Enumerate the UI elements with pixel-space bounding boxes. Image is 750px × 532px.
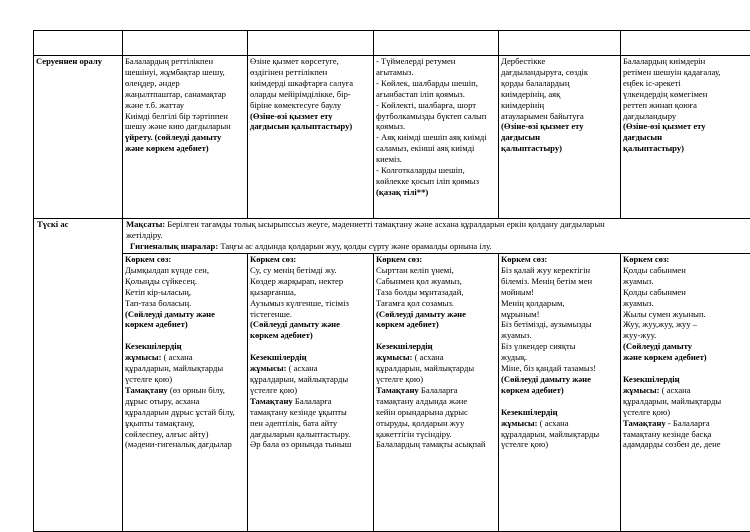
cell-line: жұмысы: ( асхана (250, 363, 371, 374)
cell-line: мойным! (501, 287, 618, 298)
cell-line: - Аяқ киімді шешіп аяқ киімді (376, 132, 496, 143)
cell-line (501, 396, 618, 407)
cell-line: жұмысы: ( асхана (125, 352, 245, 363)
cell-line: футболкамызды бүктеп салып (376, 111, 496, 122)
cell-line: дағдысын (623, 132, 748, 143)
cell-line: Балалардың киімдерін (623, 56, 748, 67)
cell-line: (мәдени-гигеналық дағдылар (125, 439, 245, 450)
cell-line: жуамыз. (623, 298, 748, 309)
cell-line (125, 330, 245, 341)
cell-line: (Сөйлеуді дамыту және (250, 319, 371, 330)
cell-line: Сабынмен қол жуамыз, (376, 276, 496, 287)
cell-line: Жылы сумен жуынып. (623, 309, 748, 320)
cell-line: Аузымыз күлгенше, тісіміз (250, 298, 371, 309)
cell-line: өздігінен реттілікпен (250, 67, 371, 78)
cell-line-bold: Тамақтану (623, 418, 666, 428)
walk-return-cell-4 (499, 56, 621, 219)
cell-line: құралдарын, майлықтарды (125, 363, 245, 374)
cell-line: кейін орындарына дұрыс (376, 407, 496, 418)
lunch-cell-3 (374, 254, 499, 532)
cell-line: Дербестікке (501, 56, 618, 67)
cell-line: (Сөйлеуді дамыту және (376, 309, 496, 320)
cell-line: адамдарды сөзбен де, дене (623, 439, 748, 450)
cell-line: Балалардың реттілікпен (125, 56, 245, 67)
cell-line: құралдарын дұрыс ұстай білу, (125, 407, 245, 418)
cell-line: атауларымен байытуға (501, 111, 618, 122)
cell-line: қоямыз. (376, 121, 496, 132)
cell-line-bold: жұмысы: (623, 385, 659, 395)
cell-line: қалыптастыру) (501, 143, 618, 154)
cell-line: көркем әдебиет) (501, 385, 618, 396)
cell-line: пен әдептілік, бата айту (250, 418, 371, 429)
cell-line: және т.б. жаттау (125, 100, 245, 111)
cell-line: үстелге қою) (501, 439, 618, 450)
cell-line: Таза болды мұнтазадай, (376, 287, 496, 298)
lunch-cell-2 (248, 254, 374, 532)
walk-return-cell-3 (374, 56, 499, 219)
cell-line (376, 330, 496, 341)
cell-line: Кезекшілердің (623, 374, 748, 385)
cell-line: Тағамға қол созамыз. (376, 298, 496, 309)
cell-line: жұмысы: ( асхана (501, 418, 618, 429)
cell-line-bold: жұмысы: (125, 352, 161, 362)
cell-line: құралдарын, майлықтарды (250, 374, 371, 385)
cell-line: Кезекшілердің (250, 352, 371, 363)
cell-line-bold: жұмысы: (376, 352, 412, 362)
cell-line: - Көйлекті, шалбарға, шорт (376, 100, 496, 111)
cell-line: киімдерді шкафтарға салуға (250, 78, 371, 89)
cell-line-bold: Тамақтану (125, 385, 168, 395)
lunch-goal-cell (123, 219, 750, 254)
cell-line: Киімді белгілі бір тәртіппен (125, 111, 245, 122)
cell-line: Сырттан келіп үнемі, (376, 265, 496, 276)
cell-line: Көркем сөз: (125, 254, 245, 265)
cell-line: біріне көмектесуге баулу (250, 100, 371, 111)
lunch-goal-line (126, 219, 748, 230)
cell-line: (Өзіне-өзі қызмет ету (623, 121, 748, 132)
cell-line: Біз бетімізді, аузымызды (501, 319, 618, 330)
cell-line: білеміз. Менің бетім мен (501, 276, 618, 287)
cell-line: жуу-жуу. (623, 330, 748, 341)
cell-line: үйрету. (сөйлеуді дамыту (125, 132, 245, 143)
cell-line (623, 363, 748, 374)
cell-line: тамақтану алдында және (376, 396, 496, 407)
cell-line: өлеңдер, әндер (125, 78, 245, 89)
schedule-table (33, 30, 750, 532)
cell-line: үстелге қою) (376, 374, 496, 385)
cell-line: ретімен шешуін қадағалау, (623, 67, 748, 78)
cell-line: Кетіп кір-ыласың, (125, 287, 245, 298)
cell-line: жуамыз. (623, 276, 748, 287)
lunch-cell-5 (621, 254, 750, 532)
blank-cell (621, 31, 750, 56)
cell-line: сөйлеспеу, алғыс айту) (125, 429, 245, 440)
cell-line: киеміз. (376, 154, 496, 165)
cell-line: (Сөйлеуді дамыту және (125, 309, 245, 320)
cell-line: Кезекшілердің (501, 407, 618, 418)
cell-line: құралдарын, майлықтарды (501, 429, 618, 440)
cell-line: көркем әдебиет) (376, 319, 496, 330)
walk-return-cell-2 (248, 56, 374, 219)
cell-line: жұмысы: ( асхана (623, 385, 748, 396)
cell-line: ағынбастап іліп қоямыз. (376, 89, 496, 100)
walk-return-cell-1 (123, 56, 248, 219)
cell-line: - Колготкаларды шешіп, (376, 165, 496, 176)
blank-cell (374, 31, 499, 56)
row-label-lunch: Түскі ас (34, 219, 123, 532)
cell-line: және көркем әдебиет) (623, 352, 748, 363)
cell-line: еңбек іс-әрекеті (623, 78, 748, 89)
cell-line: қажеттігін түсіндіру. (376, 429, 496, 440)
cell-line: қорды балалардың (501, 78, 618, 89)
lunch-content-row (34, 254, 750, 532)
cell-line: дағдыландыру (623, 111, 748, 122)
cell-line: Өзіне қызмет көрсетуге, (250, 56, 371, 67)
cell-line: тамақтану кезінде ұқыпты (250, 407, 371, 418)
cell-line: саламыз, екінші аяқ киімді (376, 143, 496, 154)
blank-cell (499, 31, 621, 56)
cell-line: шешінуі, жұмбақтар шешу, (125, 67, 245, 78)
cell-line-bold: Тамақтану (250, 396, 293, 406)
cell-line: тістегенше. (250, 309, 371, 320)
lunch-cell-4 (499, 254, 621, 532)
cell-line: - Түймелерді ретумен (376, 56, 496, 67)
walk-return-cell-5 (621, 56, 750, 219)
cell-line: Көркем сөз: (623, 254, 748, 265)
cell-line: Міне, біз қандай тазамыз! (501, 363, 618, 374)
cell-line (250, 341, 371, 352)
hygiene-text: Таңғы ас алдында қолдарын жуу, қолды сүрту және орамалды орнына ілу. (218, 241, 491, 251)
goal-text: Берілген тағамды толық ысырыпссыз жеуге, мәдениетті тамақтану және асхана құралдарын еркін қолдану дағдыларын (165, 219, 605, 229)
cell-line: Біз үлкендер сияқты (501, 341, 618, 352)
cell-line-bold: жұмысы: (250, 363, 286, 373)
schedule-table-wrapper (33, 30, 750, 531)
cell-line: көркем әдебиет) (250, 330, 371, 341)
cell-line: көйлекке қосып іліп қоямыз (376, 176, 496, 187)
cell-line: Кезекшілердің (125, 341, 245, 352)
cell-line: Кезекшілердің (376, 341, 496, 352)
lunch-cell-1 (123, 254, 248, 532)
cell-line: дағдыларын қалыптастыру. (250, 429, 371, 440)
cell-line: Дымқылдап күнде сен, (125, 265, 245, 276)
cell-line-bold: Тамақтану (376, 385, 419, 395)
cell-line: ұқыпты тамақтану, (125, 418, 245, 429)
cell-line: Әр бала өз орнында тыныш (250, 439, 371, 450)
cell-line: Көркем сөз: (376, 254, 496, 265)
cell-line: Қолыңды сүйкесең. (125, 276, 245, 287)
hygiene-label: Гигиеналық шаралар: (130, 241, 218, 251)
cell-line: (Сөйлеуді дамыту және (501, 374, 618, 385)
cell-line: Біз қалай жуу керектігін (501, 265, 618, 276)
blank-cell (34, 31, 123, 56)
cell-line: мұрыным! (501, 309, 618, 320)
cell-line: оларды мейірімділікке, бір- (250, 89, 371, 100)
cell-line: үстелге қою) (125, 374, 245, 385)
blank-cell (248, 31, 374, 56)
row-label-walk-return: Серуеннен оралу (34, 56, 123, 219)
cell-line: және көркем әдебиет) (125, 143, 245, 154)
cell-line: Тап-таза боласың. (125, 298, 245, 309)
cell-line: реттеп жинап қоюға (623, 100, 748, 111)
cell-line: Көздер жарқырап, нектер (250, 276, 371, 287)
cell-line: киімдерінің, аяқ (501, 89, 618, 100)
cell-line: үлкендердің көмегімен (623, 89, 748, 100)
cell-line: Жуу, жуу,жуу, жуу – (623, 319, 748, 330)
cell-line: Көркем сөз: (250, 254, 371, 265)
cell-line-bold: жұмысы: (501, 418, 537, 428)
cell-line: - Көйлек, шалбарды шешіп, (376, 78, 496, 89)
cell-line: Көркем сөз: (501, 254, 618, 265)
blank-cell (123, 31, 248, 56)
cell-line: Балалардың тамақты асықпай (376, 439, 496, 450)
goal-label: Мақсаты: (126, 219, 165, 229)
cell-line: Су, су менің бетімді жу. (250, 265, 371, 276)
cell-line: (Өзіне-өзі қызмет ету (501, 121, 618, 132)
cell-line: құралдарын, майлықтарды (623, 396, 748, 407)
cell-line: жуамыз. (501, 330, 618, 341)
cell-line: Тамақтану Балаларға (250, 396, 371, 407)
lunch-goal-row (34, 219, 750, 254)
cell-line: шешу және кию дағдыларын (125, 121, 245, 132)
cell-line: дағдысын (501, 132, 618, 143)
cell-line: отыруды, қолдарын жуу (376, 418, 496, 429)
cell-line: Қолды сабынмен (623, 287, 748, 298)
cell-line: (қазақ тілі**) (376, 187, 496, 198)
cell-line: дағдысын қалыптастыру) (250, 121, 371, 132)
cell-line: дұрыс отыру, асхана (125, 396, 245, 407)
cell-line: Тамақтану Балаларға (376, 385, 496, 396)
walk-return-row (34, 56, 750, 219)
cell-line: үстелге қою) (623, 407, 748, 418)
cell-line: (Сөйлеуді дамыту (623, 341, 748, 352)
cell-line: Тамақтану (өз орнын білу, (125, 385, 245, 396)
lunch-hygiene-line (126, 241, 748, 252)
cell-line: дағдыландыруға, сөздік (501, 67, 618, 78)
cell-line: қызарғанша, (250, 287, 371, 298)
cell-line: Тамақтану - Балаларға (623, 418, 748, 429)
cell-line: қалыптастыру) (623, 143, 748, 154)
cell-line: киімдерінің (501, 100, 618, 111)
cell-line: Менің қолдарым, (501, 298, 618, 309)
cell-line: жаңылтпаштар, санамақтар (125, 89, 245, 100)
cell-line: үстелге қою) (250, 385, 371, 396)
cell-line: (Өзіне-өзі қызмет ету (250, 111, 371, 122)
lunch-goal-line-2: жетілдіру. (126, 230, 748, 241)
cell-line: тамақтану кезінде басқа (623, 429, 748, 440)
cell-line: құралдарын, майлықтарды (376, 363, 496, 374)
cell-line: Қолды сабынмен (623, 265, 748, 276)
cell-line: ағытамыз. (376, 67, 496, 78)
blank-header-row (34, 31, 750, 56)
cell-line: жұмысы: ( асхана (376, 352, 496, 363)
cell-line: көркем әдебиет) (125, 319, 245, 330)
cell-line: жудық. (501, 352, 618, 363)
